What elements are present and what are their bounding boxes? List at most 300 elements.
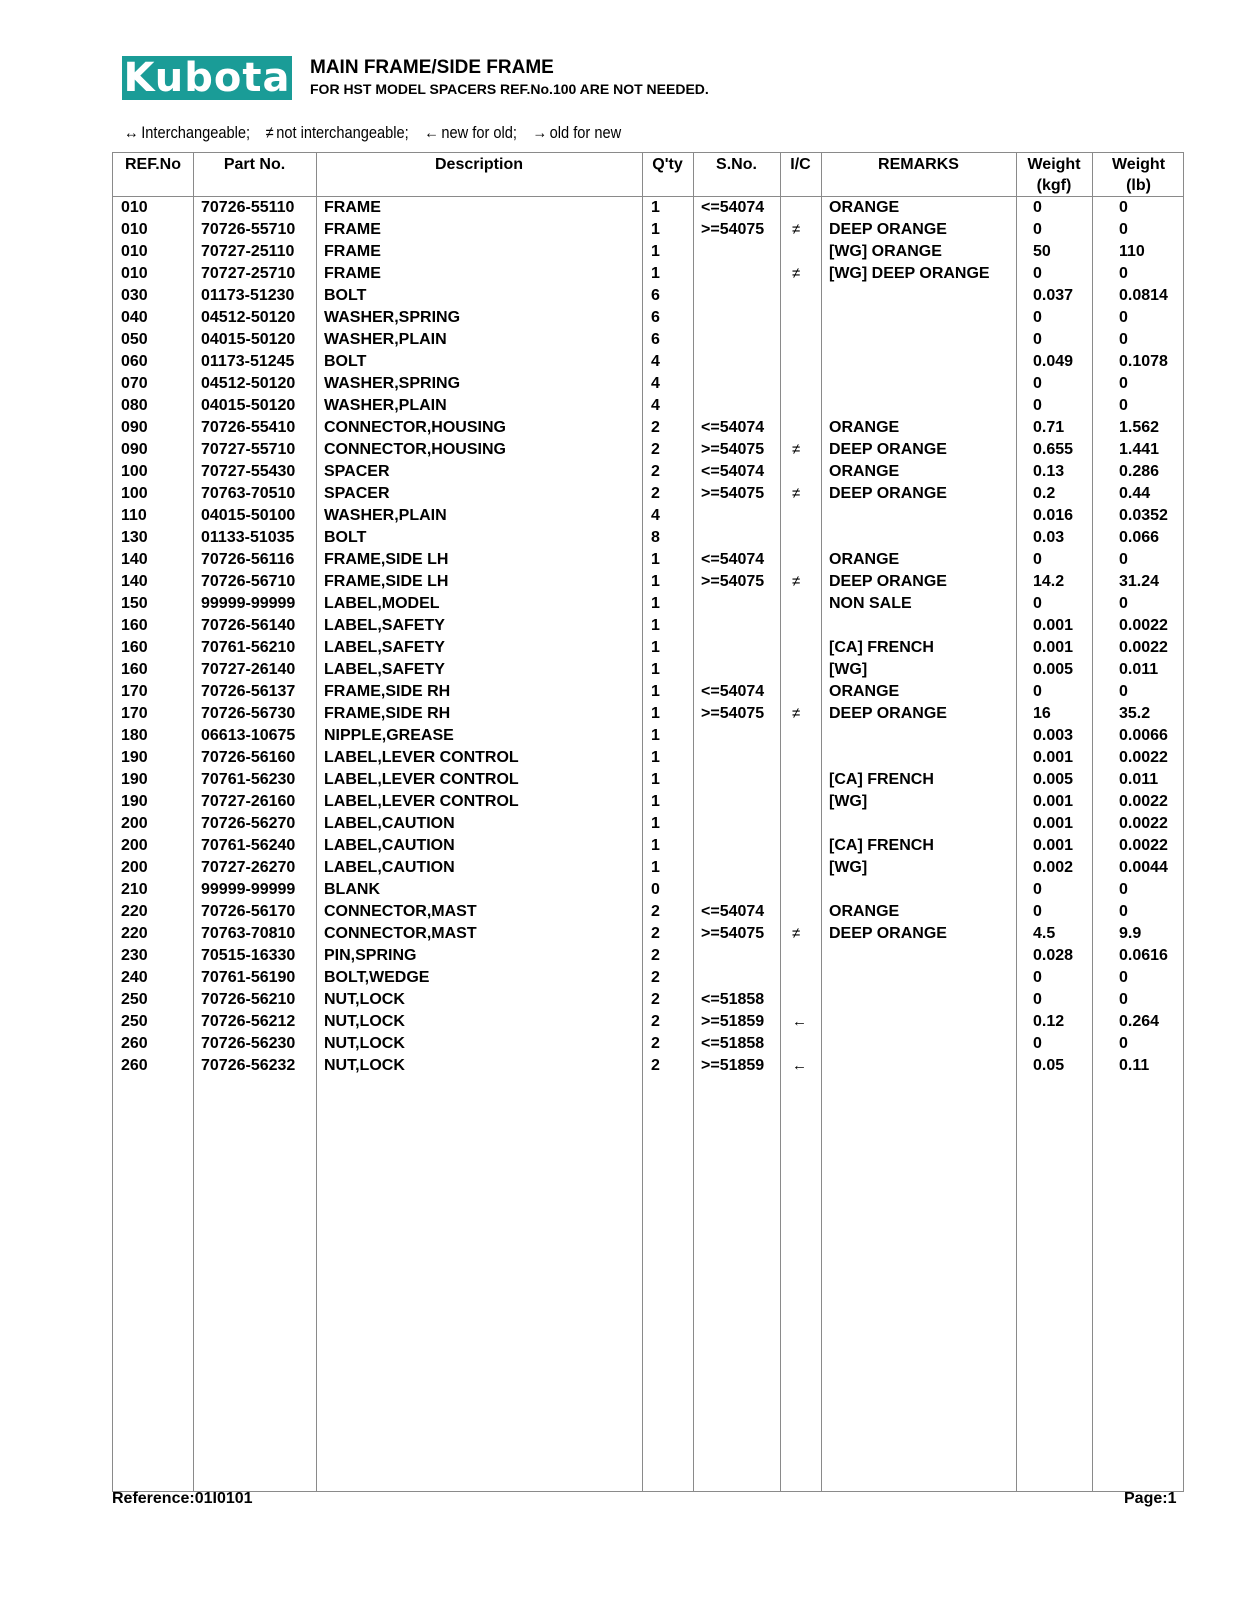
reference-code: Reference:01I0101: [112, 1490, 253, 1507]
legend-item-not-interchangeable: [266, 123, 409, 143]
cell-ref-no: 200: [121, 837, 148, 854]
cell-weight-lb: 0.0022: [1119, 815, 1168, 832]
cell-qty: 2: [651, 925, 660, 942]
cell-description: WASHER,SPRING: [324, 375, 461, 392]
header-ic: I/C: [790, 156, 811, 173]
cell-description: LABEL,SAFETY: [324, 617, 445, 634]
cell-description: FRAME: [324, 243, 381, 260]
cell-weight-lb: 0: [1119, 881, 1128, 898]
cell-qty: 2: [651, 903, 660, 920]
cell-remarks: DEEP ORANGE: [829, 705, 947, 722]
cell-ref-no: 210: [121, 881, 148, 898]
cell-description: FRAME: [324, 265, 381, 282]
cell-weight-lb: 0.11: [1119, 1057, 1150, 1074]
cell-weight-kgf: 0.002: [1033, 859, 1074, 876]
table-row: [113, 945, 1183, 967]
cell-ref-no: 200: [121, 815, 148, 832]
cell-ref-no: 260: [121, 1035, 148, 1052]
cell-weight-kgf: 0: [1033, 397, 1042, 414]
cell-weight-lb: 9.9: [1119, 925, 1142, 942]
cell-qty: 1: [651, 595, 660, 612]
cell-weight-kgf: 0.05: [1033, 1057, 1065, 1074]
cell-qty: 1: [651, 859, 660, 876]
cell-remarks: ORANGE: [829, 199, 900, 216]
cell-weight-lb: 0.0814: [1119, 287, 1168, 304]
cell-weight-kgf: 0: [1033, 1035, 1042, 1052]
cell-weight-lb: 0: [1119, 969, 1128, 986]
header-remarks: REMARKS: [878, 156, 959, 173]
table-row: [113, 395, 1183, 417]
cell-ic: ≠: [792, 221, 801, 238]
header-description: Description: [434, 156, 523, 173]
cell-weight-kgf: 0: [1033, 199, 1042, 216]
table-row: [113, 615, 1183, 637]
cell-serial-no: >=54075: [701, 441, 765, 458]
cell-weight-lb: 0.0616: [1119, 947, 1168, 964]
cell-weight-kgf: 0.003: [1033, 727, 1074, 744]
cell-remarks: [WG] DEEP ORANGE: [829, 265, 990, 282]
cell-description: FRAME,SIDE LH: [324, 551, 449, 568]
table-row: [113, 549, 1183, 571]
cell-ref-no: 250: [121, 991, 148, 1008]
legend-item-new-for-old: [424, 123, 517, 143]
cell-weight-kgf: 0.005: [1033, 771, 1074, 788]
cell-weight-lb: 0: [1119, 309, 1128, 326]
cell-weight-kgf: 0: [1033, 551, 1042, 568]
cell-ref-no: 200: [121, 859, 148, 876]
cell-part-no: 04015-50120: [201, 331, 296, 348]
cell-weight-lb: 0: [1119, 221, 1128, 238]
cell-weight-kgf: 0: [1033, 309, 1042, 326]
cell-serial-no: <=51858: [701, 1035, 765, 1052]
cell-part-no: 70727-55710: [201, 441, 296, 458]
cell-weight-kgf: 0.001: [1033, 749, 1074, 766]
cell-part-no: 70726-56140: [201, 617, 296, 634]
cell-description: BOLT,WEDGE: [324, 969, 430, 986]
cell-description: FRAME: [324, 221, 381, 238]
cell-serial-no: <=51858: [701, 991, 765, 1008]
cell-weight-lb: 110: [1119, 243, 1145, 260]
cell-qty: 1: [651, 727, 660, 744]
cell-part-no: 70727-26140: [201, 661, 296, 678]
cell-part-no: 70727-26270: [201, 859, 296, 876]
cell-description: BLANK: [324, 881, 380, 898]
cell-qty: 1: [651, 639, 660, 656]
cell-ref-no: 030: [121, 287, 148, 304]
legend-label: new for old;: [441, 123, 517, 142]
cell-part-no: 70763-70510: [201, 485, 296, 502]
cell-part-no: 06613-10675: [201, 727, 296, 744]
cell-weight-lb: 0.264: [1119, 1013, 1160, 1030]
cell-ref-no: 100: [121, 485, 148, 502]
cell-qty: 1: [651, 815, 660, 832]
cell-weight-kgf: 50: [1033, 243, 1051, 260]
cell-weight-kgf: 0.028: [1033, 947, 1074, 964]
cell-qty: 2: [651, 969, 660, 986]
cell-weight-kgf: 0: [1033, 991, 1042, 1008]
header-weight-lb-line2: (lb): [1126, 177, 1151, 194]
cell-part-no: 70727-26160: [201, 793, 296, 810]
cell-remarks: [WG]: [829, 661, 868, 678]
cell-description: FRAME,SIDE RH: [324, 705, 451, 722]
cell-weight-kgf: 0.016: [1033, 507, 1074, 524]
cell-description: NIPPLE,GREASE: [324, 727, 454, 744]
cell-remarks: ORANGE: [829, 551, 900, 568]
table-row: [113, 681, 1183, 703]
cell-description: LABEL,LEVER CONTROL: [324, 793, 519, 810]
cell-ref-no: 230: [121, 947, 148, 964]
table-row: [113, 461, 1183, 483]
cell-remarks: [CA] FRENCH: [829, 639, 934, 656]
cell-remarks: DEEP ORANGE: [829, 221, 947, 238]
cell-weight-kgf: 16: [1033, 705, 1051, 722]
cell-part-no: 70726-56170: [201, 903, 296, 920]
table-row: [113, 923, 1183, 945]
cell-weight-kgf: 0: [1033, 265, 1042, 282]
cell-weight-lb: 35.2: [1119, 705, 1151, 722]
cell-remarks: DEEP ORANGE: [829, 573, 947, 590]
cell-description: FRAME,SIDE RH: [324, 683, 451, 700]
cell-ref-no: 190: [121, 749, 148, 766]
cell-part-no: 70763-70810: [201, 925, 296, 942]
cell-weight-lb: 0: [1119, 331, 1128, 348]
page-number: Page:1: [1124, 1490, 1177, 1507]
cell-qty: 1: [651, 749, 660, 766]
cell-weight-kgf: 0.12: [1033, 1013, 1065, 1030]
cell-weight-lb: 0.0022: [1119, 837, 1168, 854]
cell-ref-no: 140: [121, 573, 148, 590]
cell-weight-kgf: 0: [1033, 375, 1042, 392]
table-row: [113, 813, 1183, 835]
cell-weight-lb: 0: [1119, 595, 1128, 612]
cell-remarks: [CA] FRENCH: [829, 771, 934, 788]
cell-weight-lb: 0.286: [1119, 463, 1160, 480]
table-row: [113, 527, 1183, 549]
cell-part-no: 70727-25110: [201, 243, 295, 260]
cell-qty: 8: [651, 529, 660, 546]
cell-description: CONNECTOR,HOUSING: [324, 441, 506, 458]
cell-qty: 1: [651, 661, 660, 678]
cell-remarks: NON SALE: [829, 595, 912, 612]
cell-qty: 1: [651, 243, 660, 260]
cell-qty: 1: [651, 551, 660, 568]
cell-weight-lb: 1.441: [1119, 441, 1160, 458]
cell-weight-lb: 0.0352: [1119, 507, 1168, 524]
cell-qty: 1: [651, 221, 660, 238]
cell-weight-lb: 0.0066: [1119, 727, 1168, 744]
cell-ic: ←: [792, 1013, 807, 1030]
table-row: [113, 1011, 1183, 1033]
cell-part-no: 70726-56232: [201, 1057, 296, 1074]
cell-weight-lb: 0.0022: [1119, 639, 1168, 656]
left-arrow-icon: ←: [424, 123, 439, 142]
table-row: [113, 483, 1183, 505]
cell-weight-lb: 0.0022: [1119, 749, 1168, 766]
cell-description: SPACER: [324, 463, 390, 480]
legend-item-old-for-new: [532, 123, 621, 143]
header-serial-no: S.No.: [716, 156, 757, 173]
cell-weight-kgf: 4.5: [1033, 925, 1056, 942]
table-row: [113, 725, 1183, 747]
cell-serial-no: >=54075: [701, 573, 765, 590]
cell-weight-kgf: 0.001: [1033, 639, 1074, 656]
cell-ref-no: 090: [121, 419, 148, 436]
cell-ref-no: 250: [121, 1013, 148, 1030]
cell-ref-no: 170: [121, 705, 148, 722]
cell-weight-lb: 0.1078: [1119, 353, 1168, 370]
cell-part-no: 70726-56270: [201, 815, 296, 832]
cell-ref-no: 170: [121, 683, 148, 700]
cell-part-no: 01173-51230: [201, 287, 295, 304]
cell-description: WASHER,PLAIN: [324, 507, 447, 524]
header-ref-no: REF.No: [125, 156, 181, 173]
cell-ref-no: 100: [121, 463, 148, 480]
table-row: [113, 835, 1183, 857]
cell-qty: 1: [651, 705, 660, 722]
cell-description: LABEL,SAFETY: [324, 639, 445, 656]
cell-ref-no: 190: [121, 771, 148, 788]
cell-serial-no: >=54075: [701, 705, 765, 722]
cell-ic: ≠: [792, 485, 801, 502]
cell-qty: 1: [651, 683, 660, 700]
legend-item-interchangeable: [124, 123, 250, 143]
cell-weight-kgf: 0.03: [1033, 529, 1065, 546]
not-equal-icon: ≠: [265, 123, 274, 142]
cell-remarks: DEEP ORANGE: [829, 441, 947, 458]
cell-weight-lb: 0: [1119, 199, 1128, 216]
cell-weight-kgf: 0.049: [1033, 353, 1074, 370]
cell-serial-no: >=51859: [701, 1057, 765, 1074]
cell-weight-lb: 0.0022: [1119, 793, 1168, 810]
cell-part-no: 70761-56240: [201, 837, 296, 854]
cell-description: FRAME,SIDE LH: [324, 573, 449, 590]
cell-qty: 6: [651, 309, 660, 326]
cell-description: NUT,LOCK: [324, 991, 405, 1008]
cell-ref-no: 220: [121, 925, 148, 942]
cell-weight-kgf: 0.001: [1033, 617, 1074, 634]
cell-remarks: [WG]: [829, 793, 868, 810]
table-row: [113, 351, 1183, 373]
page-title: MAIN FRAME/SIDE FRAME: [310, 57, 554, 78]
cell-part-no: 70761-56230: [201, 771, 296, 788]
cell-weight-lb: 0: [1119, 903, 1128, 920]
cell-weight-kgf: 0.037: [1033, 287, 1074, 304]
cell-qty: 2: [651, 419, 660, 436]
table-row: [113, 197, 1183, 219]
cell-remarks: ORANGE: [829, 683, 900, 700]
cell-weight-lb: 0: [1119, 397, 1128, 414]
cell-part-no: 04015-50100: [201, 507, 296, 524]
cell-qty: 2: [651, 441, 660, 458]
cell-part-no: 70726-56710: [201, 573, 296, 590]
table-row: [113, 637, 1183, 659]
cell-description: CONNECTOR,MAST: [324, 925, 477, 942]
cell-ic: ←: [792, 1057, 807, 1074]
cell-ref-no: 010: [121, 243, 148, 260]
cell-serial-no: <=54074: [701, 463, 765, 480]
cell-remarks: ORANGE: [829, 419, 900, 436]
cell-weight-kgf: 0: [1033, 969, 1042, 986]
cell-description: NUT,LOCK: [324, 1035, 405, 1052]
cell-description: LABEL,MODEL: [324, 595, 440, 612]
cell-weight-lb: 0: [1119, 265, 1128, 282]
cell-qty: 6: [651, 287, 660, 304]
cell-remarks: [WG]: [829, 859, 868, 876]
cell-ref-no: 240: [121, 969, 148, 986]
right-arrow-icon: →: [532, 123, 548, 142]
cell-ref-no: 040: [121, 309, 148, 326]
cell-qty: 1: [651, 265, 660, 282]
cell-description: NUT,LOCK: [324, 1013, 405, 1030]
cell-ref-no: 150: [121, 595, 148, 612]
cell-description: NUT,LOCK: [324, 1057, 405, 1074]
cell-remarks: ORANGE: [829, 903, 900, 920]
cell-part-no: 70726-55410: [201, 419, 296, 436]
cell-qty: 2: [651, 463, 660, 480]
cell-description: FRAME: [324, 199, 381, 216]
header-qty: Q'ty: [652, 156, 683, 173]
cell-qty: 1: [651, 837, 660, 854]
cell-remarks: DEEP ORANGE: [829, 925, 947, 942]
cell-weight-kgf: 14.2: [1033, 573, 1065, 590]
cell-qty: 0: [651, 881, 660, 898]
cell-weight-lb: 0.011: [1119, 771, 1159, 788]
table-row: [113, 857, 1183, 879]
cell-ref-no: 180: [121, 727, 148, 744]
cell-weight-kgf: 0.001: [1033, 793, 1074, 810]
table-row: [113, 989, 1183, 1011]
cell-description: CONNECTOR,HOUSING: [324, 419, 506, 436]
cell-weight-kgf: 0: [1033, 331, 1042, 348]
cell-qty: 4: [651, 375, 660, 392]
cell-serial-no: <=54074: [701, 903, 765, 920]
cell-weight-lb: 0.44: [1119, 485, 1151, 502]
cell-weight-kgf: 0: [1033, 221, 1042, 238]
header-weight-kgf-line2: (kgf): [1036, 177, 1072, 194]
cell-ref-no: 010: [121, 265, 148, 282]
cell-part-no: 99999-99999: [201, 595, 296, 612]
table-row: [113, 307, 1183, 329]
cell-part-no: 70726-55710: [201, 221, 296, 238]
header-weight-kgf: [1016, 153, 1092, 196]
parts-table: [112, 152, 1184, 1492]
cell-weight-lb: 0: [1119, 551, 1128, 568]
cell-part-no: 70726-56160: [201, 749, 296, 766]
table-row: [113, 1033, 1183, 1055]
legend-label: old for new: [549, 123, 622, 142]
cell-ref-no: 050: [121, 331, 148, 348]
cell-ic: ≠: [792, 265, 801, 282]
cell-ref-no: 090: [121, 441, 148, 458]
cell-part-no: 70726-56137: [201, 683, 296, 700]
cell-serial-no: >=51859: [701, 1013, 765, 1030]
cell-ref-no: 140: [121, 551, 148, 568]
cell-qty: 2: [651, 1035, 660, 1052]
cell-weight-kgf: 0.655: [1033, 441, 1074, 458]
cell-weight-lb: 1.562: [1119, 419, 1160, 436]
cell-weight-lb: 0: [1119, 991, 1128, 1008]
cell-ic: ≠: [792, 705, 801, 722]
cell-ic: ≠: [792, 925, 801, 942]
cell-ref-no: 220: [121, 903, 148, 920]
cell-weight-lb: 0: [1119, 375, 1128, 392]
cell-ref-no: 070: [121, 375, 148, 392]
table-row: [113, 901, 1183, 923]
cell-qty: 4: [651, 507, 660, 524]
table-row: [113, 329, 1183, 351]
table-row: [113, 747, 1183, 769]
cell-ref-no: 080: [121, 397, 148, 414]
cell-weight-kgf: 0: [1033, 903, 1042, 920]
cell-serial-no: <=54074: [701, 551, 765, 568]
cell-qty: 2: [651, 1013, 660, 1030]
cell-weight-lb: 31.24: [1119, 573, 1160, 590]
cell-qty: 1: [651, 793, 660, 810]
cell-part-no: 70726-56116: [201, 551, 295, 568]
table-row: [113, 769, 1183, 791]
cell-description: PIN,SPRING: [324, 947, 417, 964]
cell-serial-no: >=54075: [701, 925, 765, 942]
cell-part-no: 70726-56212: [201, 1013, 296, 1030]
table-row: [113, 219, 1183, 241]
table-row: [113, 285, 1183, 307]
cell-qty: 1: [651, 771, 660, 788]
cell-remarks: ORANGE: [829, 463, 900, 480]
cell-weight-kgf: 0.2: [1033, 485, 1056, 502]
cell-description: BOLT: [324, 287, 367, 304]
cell-ref-no: 010: [121, 199, 148, 216]
cell-description: LABEL,CAUTION: [324, 837, 455, 854]
table-row: [113, 659, 1183, 681]
cell-weight-kgf: 0.005: [1033, 661, 1074, 678]
table-row: [113, 593, 1183, 615]
cell-ref-no: 110: [121, 507, 147, 524]
table-row: [113, 879, 1183, 901]
legend-label: not interchangeable;: [276, 123, 409, 142]
cell-qty: 4: [651, 353, 660, 370]
cell-serial-no: <=54074: [701, 683, 765, 700]
cell-part-no: 04512-50120: [201, 309, 296, 326]
cell-qty: 4: [651, 397, 660, 414]
table-row: [113, 571, 1183, 593]
cell-weight-lb: 0.066: [1119, 529, 1160, 546]
cell-ref-no: 130: [121, 529, 148, 546]
table-row: [113, 373, 1183, 395]
cell-description: WASHER,SPRING: [324, 309, 461, 326]
cell-weight-kgf: 0: [1033, 595, 1042, 612]
cell-ref-no: 010: [121, 221, 148, 238]
cell-weight-lb: 0.0044: [1119, 859, 1168, 876]
cell-description: WASHER,PLAIN: [324, 331, 447, 348]
cell-qty: 2: [651, 485, 660, 502]
cell-part-no: 70726-56730: [201, 705, 296, 722]
cell-serial-no: <=54074: [701, 419, 765, 436]
cell-description: BOLT: [324, 353, 367, 370]
header-weight-lb-line1: Weight: [1111, 156, 1166, 173]
cell-serial-no: <=54074: [701, 199, 765, 216]
cell-weight-kgf: 0.001: [1033, 815, 1074, 832]
legend: [124, 122, 637, 144]
cell-ref-no: 160: [121, 661, 148, 678]
cell-qty: 1: [651, 617, 660, 634]
cell-part-no: 70726-56210: [201, 991, 296, 1008]
cell-part-no: 04512-50120: [201, 375, 296, 392]
cell-ref-no: 160: [121, 639, 148, 656]
page-subtitle: FOR HST MODEL SPACERS REF.No.100 ARE NOT NEEDED.: [310, 81, 709, 97]
cell-weight-kgf: 0.001: [1033, 837, 1074, 854]
cell-part-no: 70727-25710: [201, 265, 296, 282]
cell-ref-no: 160: [121, 617, 148, 634]
